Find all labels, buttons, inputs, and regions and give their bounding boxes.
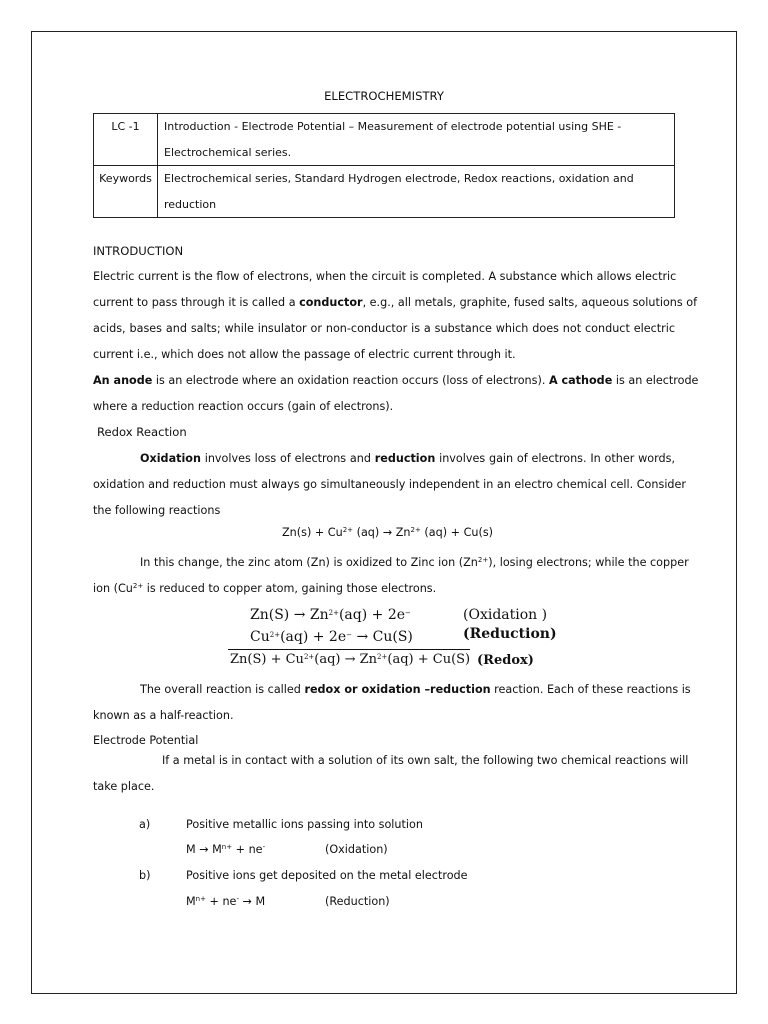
redox-label: (Redox) (477, 653, 534, 668)
half-reaction-oxidation: $Zn(S) \to Zn^{2+}(aq) + 2e^-$ (250, 607, 411, 623)
list-item: Positive metallic ions passing into solution (186, 818, 423, 831)
cathode-term: A cathode (548, 374, 613, 387)
anode-term: An anode (93, 374, 153, 387)
reduction-label: (Reduction) (463, 626, 557, 642)
half-reaction-reduction: $Cu^{2+}(aq) + 2e^- \to Cu(S)$ (250, 629, 413, 645)
equation-divider (228, 649, 470, 650)
oxidation-label: (Oxidation ) (463, 607, 548, 623)
reduction-equation: $M^{n+} + ne^- \to M$ (186, 895, 266, 908)
redox-term: redox or oxidation –reduction (304, 683, 491, 696)
reduction-term: reduction (374, 452, 436, 465)
table-value: Introduction - Electrode Potential – Measurement of electrode potential using SHE - Electrochemical series. (158, 114, 675, 166)
conductor-term: conductor (299, 296, 363, 309)
info-table (93, 113, 675, 218)
overall-paragraph: The overall reaction is called redox or oxidation –reduction reaction. Each of these reactions is known as a half-reaction. (93, 683, 691, 722)
oxidation-eq-label: (Oxidation) (325, 843, 388, 856)
table-value: Electrochemical series, Standard Hydrogen electrode, Redox reactions, oxidation and reduction (158, 166, 675, 218)
table-row (94, 166, 675, 218)
list-marker: b) (139, 869, 151, 882)
oxidation-term: Oxidation (140, 452, 201, 465)
change-paragraph: In this change, the zinc atom (Zn) is oxidized to Zinc ion $(Zn^{2+})$, losing electrons; while the copper ion ($Cu^{2+}$ is reduced to copper atom, gaining those electrons. (93, 556, 689, 595)
redox-paragraph: Oxidation involves loss of electrons and reduction involves gain of electrons. In other words, oxidation and reduction must always go simultaneously independent in an electro chemical cell. Consider the following reactions (93, 452, 687, 517)
table-key: LC -1 (94, 114, 158, 166)
list-item: Positive ions get deposited on the metal electrode (186, 869, 468, 882)
table-row (94, 114, 675, 166)
page-title: ELECTROCHEMISTRY (324, 89, 444, 103)
list-marker: a) (139, 818, 151, 831)
electrode-paragraph: If a metal is in contact with a solution of its own salt, the following two chemical reactions will take place. (93, 754, 689, 793)
table-key: Keywords (94, 166, 158, 218)
redox-heading: Redox Reaction (97, 425, 187, 439)
electrode-heading: Electrode Potential (93, 734, 199, 747)
redox-total-equation: $Zn(S) + Cu^{2+}(aq) \to Zn^{2+}(aq) + Cu(S)$ (230, 652, 471, 667)
oxidation-equation: $M \to M^{n+} + ne^-$ (186, 843, 266, 856)
reaction-equation: $Zn(s) + Cu^{2+}$ $(aq) \to Zn^{2+}$ (aq) + Cu(s) (282, 526, 494, 539)
reduction-eq-label: (Reduction) (325, 895, 390, 908)
intro-heading: INTRODUCTION (93, 244, 184, 258)
intro-paragraph: Electric current is the flow of electrons, when the circuit is completed. A substance which allows electric current to pass through it is called a conductor, e.g., all metals, graphite, fused salts, aqueous solutions of acids, bases and salts; while insulator or non-conductor is a substance which does not conduct electric current i.e., which does not allow the passage of electric current through it. An anode is an electrode where an oxidation reaction occurs (loss of electrons). A cathode is an electrode where a reduction reaction occurs (gain of electrons). (93, 270, 699, 413)
